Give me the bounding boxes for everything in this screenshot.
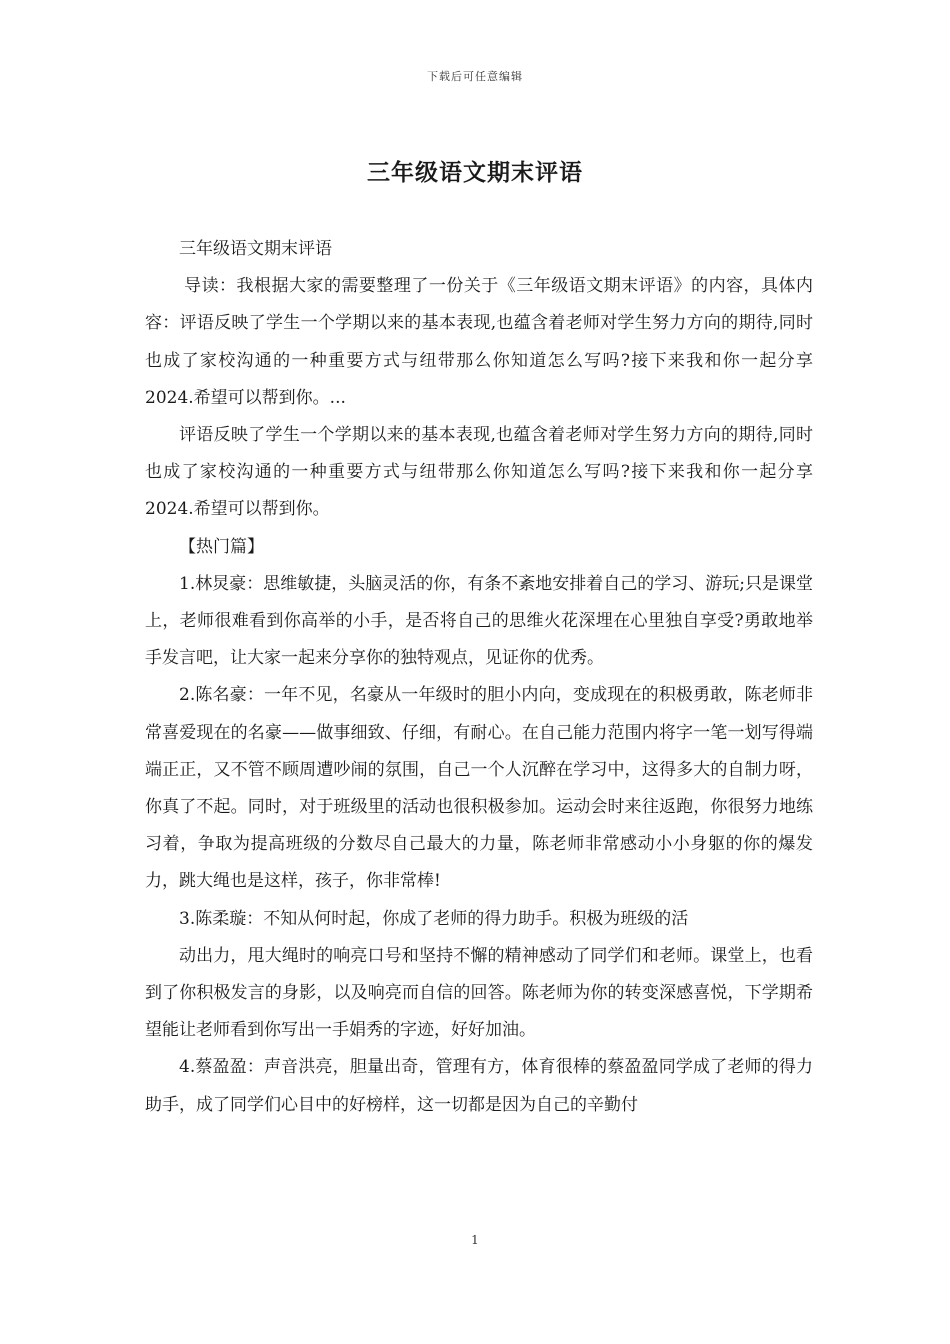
paragraph-comment-3-start: 3.陈柔璇：不知从何时起，你成了老师的得力助手。积极为班级的活 <box>179 908 689 929</box>
paragraph-subtitle: 三年级语文期末评语 <box>179 239 332 259</box>
paragraph-comment-4: 4.蔡盈盈：声音洪亮，胆量出奇，管理有方，体育很棒的蔡盈盈同学成了老师的得力助手，成了同学们心目中的好榜样，这一切都是因为自己的辛勤付 <box>145 1057 813 1115</box>
page-number: 1 <box>471 1233 479 1247</box>
paragraph-summary: 评语反映了学生一个学期以来的基本表现,也蕴含着老师对学生努力方向的期待,同时也成了家校沟通的一种重要方式与纽带那么你知道怎么写吗?接下来我和你一起分享2024.希望可以帮到你。 <box>145 425 813 520</box>
header-note: 下载后可任意编辑 <box>427 70 523 83</box>
paragraph-comment-2: 2.陈名豪：一年不见，名豪从一年级时的胆小内向，变成现在的积极勇敢，陈老师非常喜爱现在的名豪——做事细致、仔细，有耐心。在自己能力范围内将字一笔一划写得端端正正，又不管不顾周遭吵闹的氛围，自己一个人沉醉在学习中，这得多大的自制力呀，你真了不起。同时，对于班级里的活动也很积极参加。运动会时来往返跑，你很努力地练习着，争取为提高班级的分数尽自己最大的力量，陈老师非常感动小小身躯的你的爆发力，跳大绳也是这样，孩子，你非常棒! <box>145 685 813 892</box>
document-body <box>145 231 813 1124</box>
document-title: 三年级语文期末评语 <box>367 159 583 186</box>
paragraph-comment-1: 1.林炅豪：思维敏捷，头脑灵活的你，有条不紊地安排着自己的学习、游玩;只是课堂上，老师很难看到你高举的小手，是否将自己的思维火花深埋在心里独自享受?勇敢地举手发言吧，让大家一起来分享你的独特观点，见证你的优秀。 <box>145 573 813 669</box>
section-heading-popular: 【热门篇】 <box>179 536 264 557</box>
paragraph-comment-3-cont: 动出力，甩大绳时的响亮口号和坚持不懈的精神感动了同学们和老师。课堂上，也看到了你积极发言的身影，以及响亮而自信的回答。陈老师为你的转变深感喜悦，下学期希望能让老师看到你写出一手娟秀的字迹，好好加油。 <box>145 945 813 1041</box>
paragraph-intro: 导读：我根据大家的需要整理了一份关于《三年级语文期末评语》的内容，具体内容：评语反映了学生一个学期以来的基本表现,也蕴含着老师对学生努力方向的期待,同时也成了家校沟通的一种重要方式与纽带那么你知道怎么写吗?接下来我和你一起分享2024.希望可以帮到你。... <box>145 276 813 408</box>
